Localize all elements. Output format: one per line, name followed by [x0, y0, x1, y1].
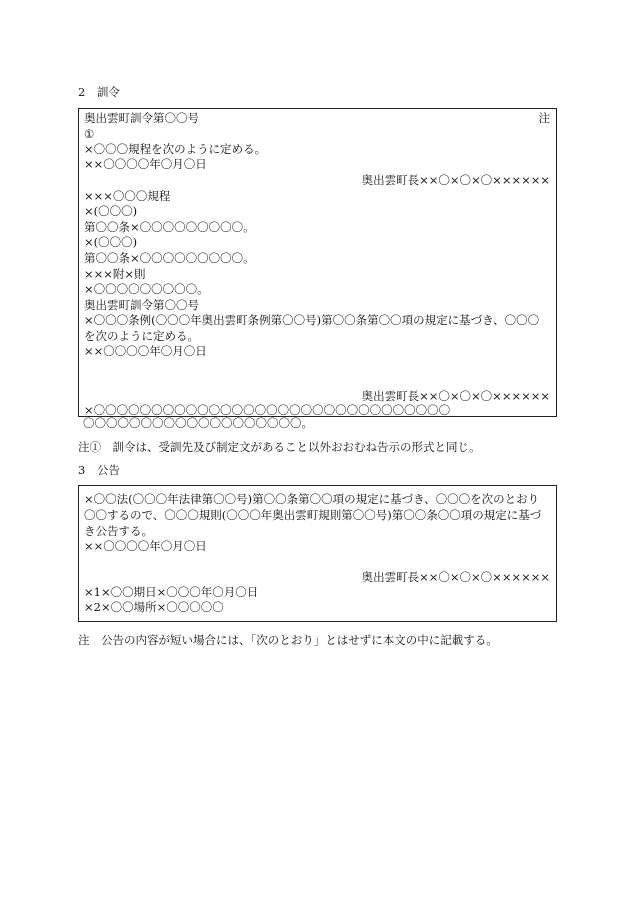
basis-sentence: ×〇〇法(〇〇〇年法律第〇〇号)第〇〇条第〇〇項の規定に基づき、〇〇〇を次のとおり — [84, 492, 540, 506]
supplementary-heading: ×××附×則 — [84, 267, 146, 281]
koukoku-example-box — [78, 485, 557, 622]
date-line: ××〇〇〇〇年〇月〇日 — [84, 157, 207, 171]
kunrei-note: 注① 訓令は、受訓先及び制定文があること以外おおむね告示の形式と同じ。 — [78, 440, 481, 454]
kunrei-number: 奥出雲町訓令第〇〇号 — [84, 111, 199, 125]
body-text: ×〇〇〇〇〇〇〇〇〇〇〇〇〇〇〇〇〇〇〇〇〇〇〇〇〇〇〇〇〇〇〇 — [84, 403, 451, 417]
mayor-signature: 奥出雲町長××〇×〇×〇×××××× — [361, 389, 550, 403]
basis-sentence-cont: を次のように定める。 — [84, 329, 199, 343]
article-text: 第〇〇条×〇〇〇〇〇〇〇〇〇。 — [84, 251, 255, 265]
note-mark: 注 — [538, 111, 550, 125]
body-text: 〇〇〇〇〇〇〇〇〇〇〇〇〇〇〇〇〇〇〇。 — [83, 416, 313, 430]
enactment-sentence: ×〇〇〇規程を次のように定める。 — [84, 142, 267, 156]
article-caption: ×(〇〇〇) — [84, 235, 138, 249]
supplementary-text: ×〇〇〇〇〇〇〇〇〇。 — [84, 282, 209, 296]
section-2-heading: 2 訓令 — [78, 85, 120, 99]
regulation-title: ×××〇〇〇規程 — [84, 189, 171, 203]
article-text: 第〇〇条×〇〇〇〇〇〇〇〇〇。 — [84, 220, 255, 234]
item-date: ×1×〇〇期日×〇〇〇年〇月〇日 — [84, 585, 259, 599]
section-3-heading: 3 公告 — [78, 463, 120, 477]
date-line: ××〇〇〇〇年〇月〇日 — [84, 344, 207, 358]
item-place: ×2×〇〇場所×〇〇〇〇〇 — [84, 600, 224, 614]
basis-sentence: ×〇〇〇条例(〇〇〇年奥出雲町条例第〇〇号)第〇〇条第〇〇項の規定に基づき、〇〇〇 — [84, 313, 540, 327]
kunrei-number: 奥出雲町訓令第〇〇号 — [84, 298, 199, 312]
date-line: ××〇〇〇〇年〇月〇日 — [84, 539, 207, 553]
basis-sentence-cont: 〇〇するので、〇〇〇規則(〇〇〇年奥出雲町規則第〇〇号)第〇〇条〇〇項の規定に基づ — [84, 508, 542, 522]
mayor-signature: 奥出雲町長××〇×〇×〇×××××× — [361, 173, 550, 187]
note-circle-mark: ① — [84, 127, 95, 141]
mayor-signature: 奥出雲町長××〇×〇×〇×××××× — [361, 570, 550, 584]
kunrei-example-box — [78, 108, 557, 417]
basis-sentence-cont: き公告する。 — [84, 524, 153, 538]
koukoku-note: 注 公告の内容が短い場合には、「次のとおり」とはせずに本文の中に記載する。 — [78, 633, 498, 647]
article-caption: ×(〇〇〇) — [84, 204, 138, 218]
